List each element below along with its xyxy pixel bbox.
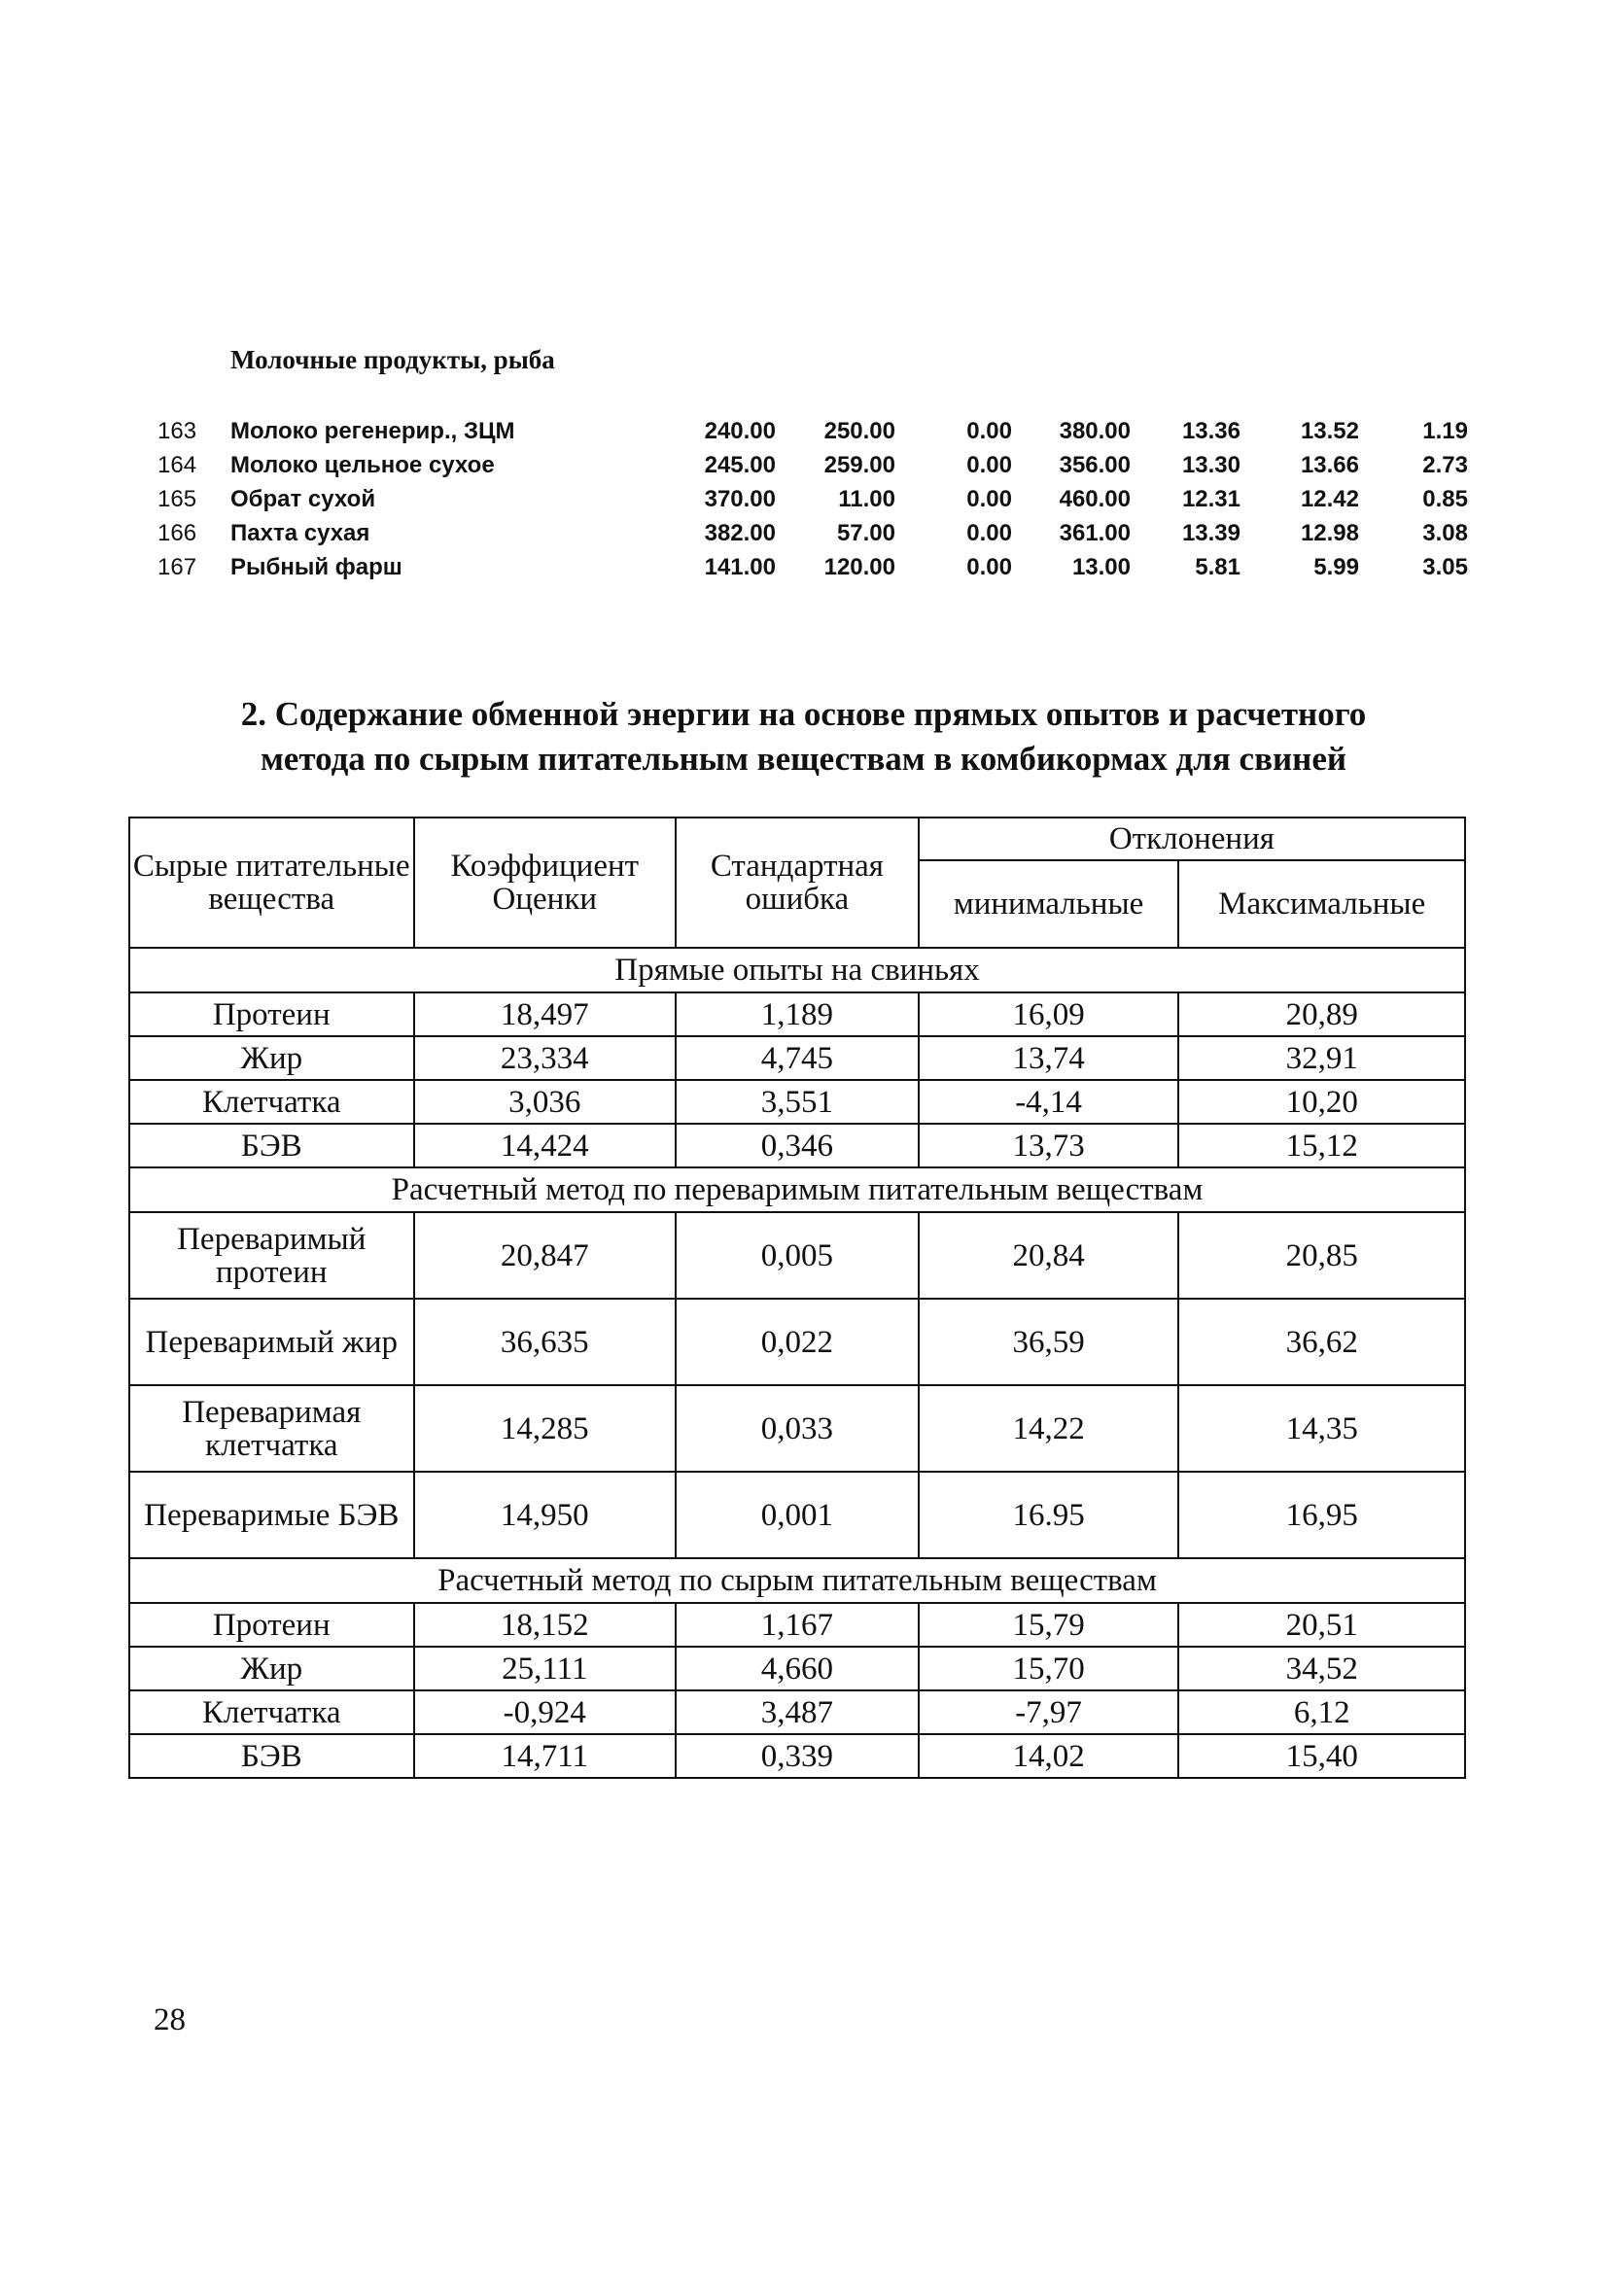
row-value: 380.00 — [1059, 418, 1131, 444]
row-number: 165 — [157, 486, 197, 512]
row-value: 240.00 — [704, 418, 776, 444]
table-cell: -7,97 — [919, 1690, 1179, 1734]
table-row — [129, 1472, 1465, 1558]
row-name: Молоко регенерир., ЗЦМ — [230, 418, 515, 444]
table-cell: Переваримый жир — [129, 1299, 414, 1385]
table-row — [129, 1299, 1465, 1385]
header-min: минимальные — [919, 860, 1179, 948]
row-value: 1.19 — [1422, 418, 1468, 444]
row-number: 166 — [157, 520, 197, 546]
row-name: Обрат сухой — [230, 486, 376, 512]
header-deviations: Отклонения — [919, 818, 1465, 860]
table-cell: 3,487 — [676, 1690, 919, 1734]
table-cell: 15,12 — [1178, 1124, 1465, 1167]
table-cell: 14,285 — [414, 1385, 677, 1472]
table-row — [0, 554, 1607, 588]
table-cell: 0,033 — [676, 1385, 919, 1472]
row-value: 0.85 — [1422, 486, 1468, 512]
table-cell: 3,551 — [676, 1080, 919, 1124]
header-max: Максимальные — [1178, 860, 1465, 948]
table-cell: 15,40 — [1178, 1734, 1465, 1778]
heading-line-1: 2. Содержание обменной энергии на основе прямых опытов и расчетного — [240, 695, 1367, 733]
table-cell: 10,20 — [1178, 1080, 1465, 1124]
table-row — [129, 1603, 1465, 1647]
table-cell: 13,74 — [919, 1036, 1179, 1080]
row-value: 13.52 — [1300, 418, 1359, 444]
row-value: 245.00 — [704, 452, 776, 478]
row-value: 0.00 — [966, 452, 1012, 478]
table-cell: 1,167 — [676, 1603, 919, 1647]
row-number: 167 — [157, 554, 197, 580]
table-cell: Переваримая клетчатка — [129, 1385, 414, 1472]
row-value: 259.00 — [823, 452, 895, 478]
row-value: 370.00 — [704, 486, 776, 512]
table-cell: 16,09 — [919, 992, 1179, 1036]
row-value: 3.05 — [1422, 554, 1468, 580]
table-cell: Клетчатка — [129, 1080, 414, 1124]
row-value: 0.00 — [966, 520, 1012, 546]
table-cell: 36,635 — [414, 1299, 677, 1385]
table-row — [129, 1124, 1465, 1167]
table-cell: Протеин — [129, 1603, 414, 1647]
row-value: 13.39 — [1181, 520, 1240, 546]
table-row — [129, 1036, 1465, 1080]
group-title: Прямые опыты на свиньях — [129, 948, 1465, 992]
row-value: 0.00 — [966, 486, 1012, 512]
table-row — [129, 1080, 1465, 1124]
row-value: 361.00 — [1059, 520, 1131, 546]
table-row — [0, 452, 1607, 486]
row-value: 57.00 — [836, 520, 895, 546]
table-cell: БЭВ — [129, 1124, 414, 1167]
table-cell: Жир — [129, 1036, 414, 1080]
table-cell: 16,95 — [1178, 1472, 1465, 1558]
row-number: 164 — [157, 452, 197, 478]
table-cell: Клетчатка — [129, 1690, 414, 1734]
table-cell: 0,339 — [676, 1734, 919, 1778]
table-row — [129, 1734, 1465, 1778]
table-cell: 18,152 — [414, 1603, 677, 1647]
table-cell: 13,73 — [919, 1124, 1179, 1167]
table-cell: 20,51 — [1178, 1603, 1465, 1647]
table-cell: 34,52 — [1178, 1647, 1465, 1690]
row-value: 13.66 — [1300, 452, 1359, 478]
table-cell: Протеин — [129, 992, 414, 1036]
table-cell: 32,91 — [1178, 1036, 1465, 1080]
table-row — [129, 1647, 1465, 1690]
row-value: 382.00 — [704, 520, 776, 546]
table-cell: 36,59 — [919, 1299, 1179, 1385]
table-cell: 14,02 — [919, 1734, 1179, 1778]
table-cell: 14,35 — [1178, 1385, 1465, 1472]
row-value: 356.00 — [1059, 452, 1131, 478]
row-value: 120.00 — [823, 554, 895, 580]
group-title: Расчетный метод по переваримым питательным веществам — [129, 1167, 1465, 1212]
row-value: 5.81 — [1195, 554, 1240, 580]
row-value: 11.00 — [838, 486, 895, 512]
table-row — [0, 418, 1607, 452]
row-name: Молоко цельное сухое — [230, 452, 495, 478]
table-cell: 4,660 — [676, 1647, 919, 1690]
table-cell: 14,711 — [414, 1734, 677, 1778]
group-row — [129, 948, 1465, 992]
row-value: 141.00 — [704, 554, 776, 580]
header-std-error: Стандартная ошибка — [676, 818, 919, 948]
table-cell: 3,036 — [414, 1080, 677, 1124]
table-cell: -4,14 — [919, 1080, 1179, 1124]
table-row — [129, 1212, 1465, 1299]
energy-table — [128, 817, 1466, 1779]
row-value: 460.00 — [1059, 486, 1131, 512]
table-cell: 20,84 — [919, 1212, 1179, 1299]
row-value: 12.31 — [1181, 486, 1240, 512]
table-row — [0, 486, 1607, 520]
table-row — [129, 992, 1465, 1036]
row-name: Рыбный фарш — [230, 554, 402, 580]
row-value: 250.00 — [823, 418, 895, 444]
table-cell: 0,022 — [676, 1299, 919, 1385]
table-cell: 1,189 — [676, 992, 919, 1036]
table-cell: 20,847 — [414, 1212, 677, 1299]
row-value: 0.00 — [966, 418, 1012, 444]
row-value: 13.30 — [1181, 452, 1240, 478]
table-cell: 23,334 — [414, 1036, 677, 1080]
table-cell: 0,005 — [676, 1212, 919, 1299]
table-cell: Переваримый протеин — [129, 1212, 414, 1299]
table-cell: 4,745 — [676, 1036, 919, 1080]
table-cell: 14,950 — [414, 1472, 677, 1558]
table-cell: 16.95 — [919, 1472, 1179, 1558]
row-number: 163 — [157, 418, 197, 444]
group-title: Расчетный метод по сырым питательным веществам — [129, 1558, 1465, 1603]
category-heading: Молочные продукты, рыба — [230, 345, 555, 374]
table-cell: Переваримые БЭВ — [129, 1472, 414, 1558]
table-cell: 15,70 — [919, 1647, 1179, 1690]
section-heading — [0, 692, 1607, 782]
row-value: 12.42 — [1300, 486, 1359, 512]
table-row — [129, 1385, 1465, 1472]
table-cell: БЭВ — [129, 1734, 414, 1778]
row-value: 0.00 — [966, 554, 1012, 580]
table-cell: 20,85 — [1178, 1212, 1465, 1299]
table-cell: Жир — [129, 1647, 414, 1690]
page-number: 28 — [154, 2002, 186, 2037]
table-cell: 15,79 — [919, 1603, 1179, 1647]
row-value: 13.00 — [1071, 554, 1131, 580]
table-cell: 25,111 — [414, 1647, 677, 1690]
group-row — [129, 1558, 1465, 1603]
row-value: 13.36 — [1181, 418, 1240, 444]
group-row — [129, 1167, 1465, 1212]
table-cell: 14,22 — [919, 1385, 1179, 1472]
row-value: 12.98 — [1300, 520, 1359, 546]
table-cell: 0,001 — [676, 1472, 919, 1558]
heading-line-2: метода по сырым питательным веществам в комбикормах для свиней — [260, 740, 1347, 778]
table-row — [129, 1690, 1465, 1734]
table-cell: 36,62 — [1178, 1299, 1465, 1385]
table-cell: 14,424 — [414, 1124, 677, 1167]
table-cell: 6,12 — [1178, 1690, 1465, 1734]
table-cell: -0,924 — [414, 1690, 677, 1734]
row-name: Пахта сухая — [230, 520, 370, 546]
table-cell: 20,89 — [1178, 992, 1465, 1036]
table-row — [0, 520, 1607, 554]
row-value: 5.99 — [1313, 554, 1359, 580]
header-coefficient: Коэффициент Оценки — [414, 818, 677, 948]
row-value: 2.73 — [1422, 452, 1468, 478]
table-cell: 0,346 — [676, 1124, 919, 1167]
row-value: 3.08 — [1422, 520, 1468, 546]
table-cell: 18,497 — [414, 992, 677, 1036]
header-nutrients: Сырые питательные вещества — [129, 818, 414, 948]
